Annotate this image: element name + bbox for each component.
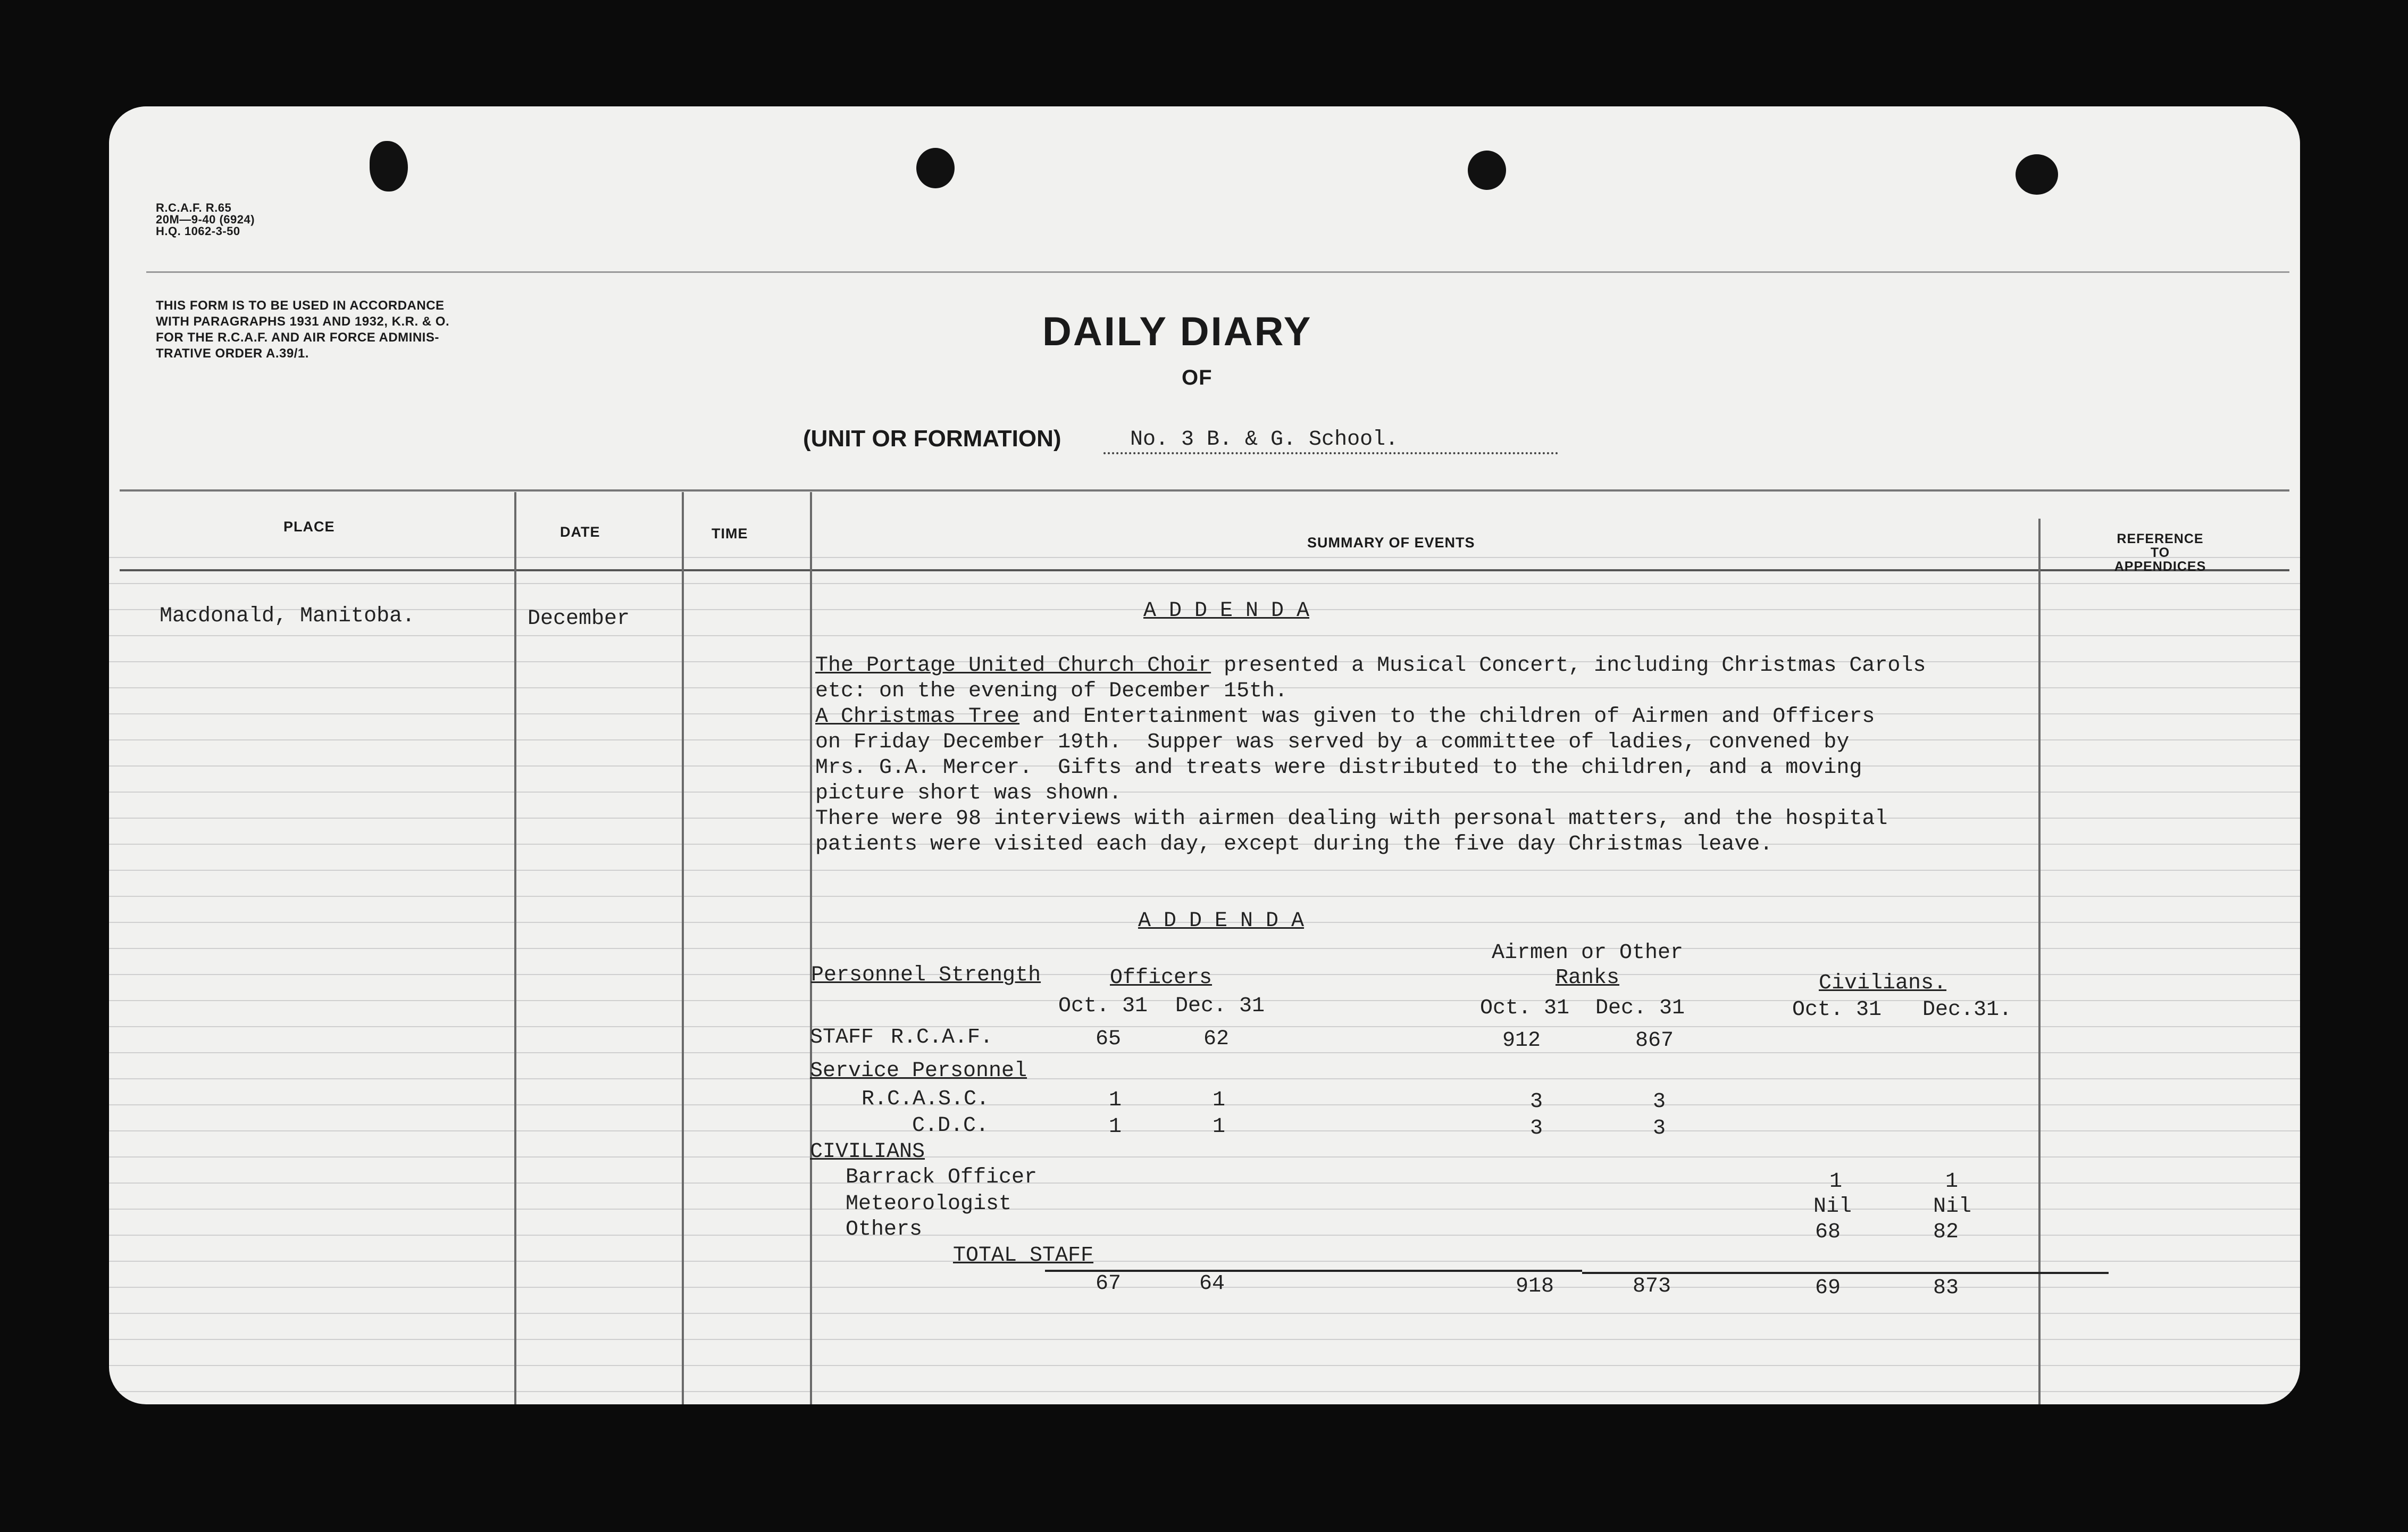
table-header-rule	[120, 569, 2289, 571]
others-label: Others	[846, 1218, 923, 1242]
summary-text: picture short was shown.	[815, 781, 1122, 805]
officers-col-dec: Dec. 31	[1175, 994, 1265, 1018]
barrack-oct: 1	[1829, 1170, 1843, 1194]
summary-underlined: A Christmas Tree	[815, 705, 1020, 729]
civilians-col-dec: Dec.31.	[1922, 998, 2012, 1022]
punch-hole-3	[1468, 151, 1506, 190]
civilians-col-oct: Oct. 31	[1792, 998, 1882, 1022]
unit-label: (UNIT OR FORMATION)	[803, 426, 1061, 452]
summary-text: on Friday December 19th. Supper was served by a committee of ladies, convened by	[815, 730, 1850, 754]
cdc-officers-dec: 1	[1213, 1115, 1226, 1139]
staff-airmen-oct: 912	[1502, 1029, 1541, 1053]
entry-place: Macdonald, Manitoba.	[160, 604, 415, 628]
service-personnel-label: Service Personnel	[810, 1059, 1027, 1083]
officers-col-oct: Oct. 31	[1058, 994, 1148, 1018]
cdc-label: C.D.C.	[912, 1114, 989, 1138]
table-top-rule	[120, 489, 2289, 492]
col-header-reference	[2051, 532, 2269, 573]
entry-date: December	[528, 607, 630, 631]
unit-dotted-line	[1103, 452, 1558, 454]
staff-label: STAFF	[810, 1026, 874, 1050]
summary-line	[815, 781, 1926, 806]
column-divider	[810, 492, 812, 1404]
officers-heading: Officers	[1110, 966, 1213, 990]
cdc-airmen-oct: 3	[1530, 1117, 1543, 1140]
reference-line: APPENDICES	[2114, 559, 2206, 574]
punch-hole-4	[2016, 154, 2058, 195]
rcasc-airmen-oct: 3	[1530, 1090, 1543, 1114]
cdc-airmen-dec: 3	[1653, 1117, 1666, 1140]
others-dec: 82	[1933, 1220, 1959, 1244]
col-header-summary: SUMMARY OF EVENTS	[1307, 535, 1475, 551]
instruction-line: THIS FORM IS TO BE USED IN ACCORDANCE	[156, 298, 445, 313]
form-number-line: R.C.A.F. R.65	[156, 201, 232, 214]
civilians-heading: Civilians.	[1819, 971, 1947, 995]
staff-officers-oct: 65	[1096, 1027, 1122, 1051]
summary-line	[815, 704, 1926, 730]
instruction-line: FOR THE R.C.A.F. AND AIR FORCE ADMINIS-	[156, 330, 439, 345]
addenda-heading: A D D E N D A	[1143, 599, 1310, 623]
rcasc-officers-oct: 1	[1109, 1088, 1122, 1112]
civilians-label: CIVILIANS	[810, 1140, 925, 1164]
col-header-time: TIME	[712, 526, 748, 542]
summary-line	[815, 755, 1926, 781]
airmen-heading-line1: Airmen or Other	[1492, 941, 1684, 965]
summary-line	[815, 832, 1926, 857]
reference-line: TO	[2150, 545, 2170, 560]
meteorologist-label: Meteorologist	[846, 1192, 1012, 1216]
reference-line: REFERENCE	[2117, 531, 2204, 546]
total-civilians-oct: 69	[1815, 1276, 1841, 1300]
header-rule	[146, 271, 2289, 273]
meteorologist-oct: Nil	[1813, 1195, 1852, 1219]
total-airmen-oct: 918	[1516, 1275, 1554, 1298]
title-of: OF	[1182, 366, 1213, 389]
summary-line	[815, 653, 1926, 679]
strength-title: Personnel Strength	[811, 963, 1041, 987]
summary-text: etc: on the evening of December 15th.	[815, 679, 1288, 703]
rcasc-airmen-dec: 3	[1653, 1090, 1666, 1114]
form-number-line: H.Q. 1062-3-50	[156, 224, 240, 238]
instruction-line: WITH PARAGRAPHS 1931 AND 1932, K.R. & O.	[156, 314, 450, 329]
unit-value: No. 3 B. & G. School.	[1130, 428, 1399, 452]
rcasc-officers-dec: 1	[1213, 1088, 1226, 1112]
summary-text: and Entertainment was given to the children of Airmen and Officers	[1019, 705, 1875, 729]
barrack-dec: 1	[1945, 1170, 1959, 1194]
column-divider	[514, 492, 516, 1404]
total-airmen-dec: 873	[1633, 1275, 1671, 1298]
diary-card	[109, 106, 2300, 1404]
total-rule	[1045, 1270, 1582, 1272]
total-officers-dec: 64	[1199, 1272, 1225, 1296]
addenda-heading-2: A D D E N D A	[1138, 909, 1305, 933]
summary-underlined: The Portage United Church Choir	[815, 654, 1211, 678]
form-number-line: 20M—9-40 (6924)	[156, 213, 255, 226]
punch-hole-1	[370, 141, 408, 192]
punch-hole-2	[916, 148, 955, 188]
barrack-officer-label: Barrack Officer	[846, 1165, 1038, 1189]
rcasc-label: R.C.A.S.C.	[862, 1087, 990, 1111]
form-number	[156, 202, 255, 237]
summary-text: patients were visited each day, except during the five day Christmas leave.	[815, 832, 1773, 856]
col-header-date: DATE	[560, 524, 600, 540]
total-civilians-dec: 83	[1933, 1276, 1959, 1300]
cdc-officers-oct: 1	[1109, 1115, 1122, 1139]
airmen-heading-line2: Ranks	[1556, 966, 1620, 990]
summary-text: Mrs. G.A. Mercer. Gifts and treats were distributed to the children, and a moving	[815, 756, 1862, 780]
staff-officers-dec: 62	[1203, 1027, 1230, 1051]
summary-text: presented a Musical Concert, including Christmas Carols	[1211, 654, 1926, 678]
summary-line	[815, 730, 1926, 755]
meteorologist-dec: Nil	[1933, 1195, 1972, 1219]
page-title: DAILY DIARY	[1042, 309, 1312, 354]
summary-line	[815, 679, 1926, 704]
column-divider	[682, 492, 684, 1404]
staff-airmen-dec: 867	[1635, 1029, 1674, 1053]
form-instructions	[156, 298, 449, 362]
total-staff-label: TOTAL STAFF	[953, 1244, 1094, 1268]
total-officers-oct: 67	[1096, 1272, 1122, 1296]
summary-paragraph	[815, 653, 1926, 857]
staff-sub-label: R.C.A.F.	[891, 1026, 993, 1050]
col-header-place: PLACE	[283, 519, 335, 535]
summary-text: There were 98 interviews with airmen dealing with personal matters, and the hospital	[815, 807, 1888, 831]
instruction-line: TRATIVE ORDER A.39/1.	[156, 346, 309, 361]
airmen-col-oct: Oct. 31	[1480, 996, 1570, 1020]
others-oct: 68	[1815, 1220, 1841, 1244]
summary-line	[815, 806, 1926, 832]
airmen-col-dec: Dec. 31	[1595, 996, 1685, 1020]
